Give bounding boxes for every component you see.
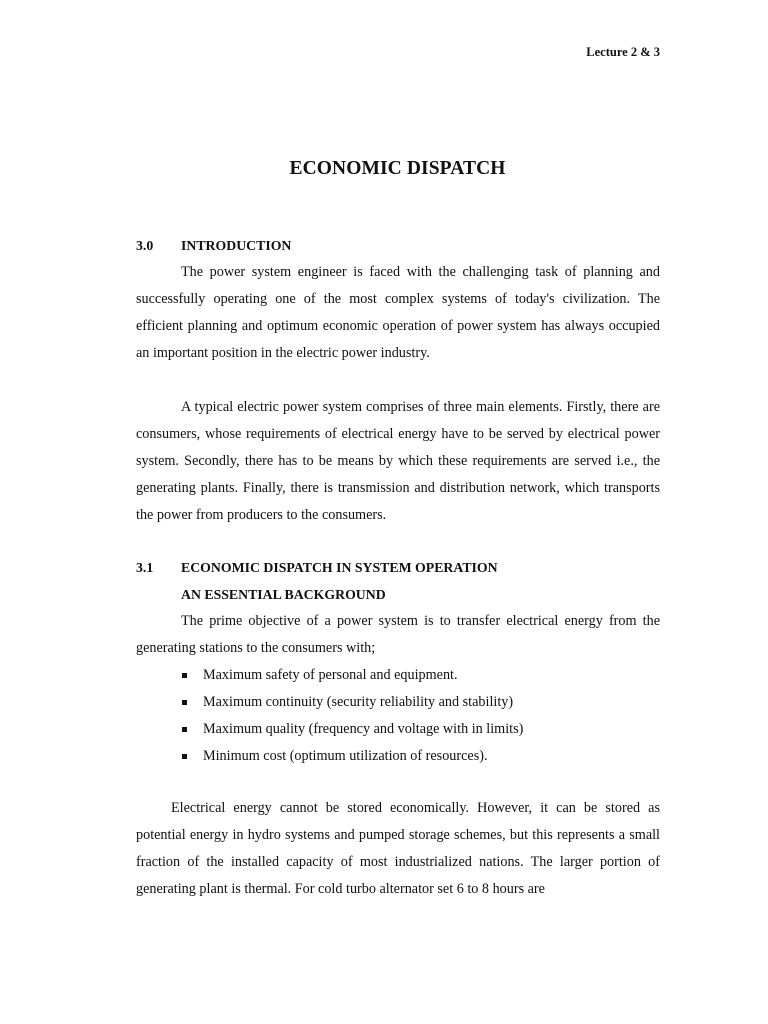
list-item: Maximum quality (frequency and voltage with in limits) xyxy=(181,716,660,743)
storage-paragraph-block xyxy=(136,795,660,903)
list-item: Minimum cost (optimum utilization of resources). xyxy=(181,743,660,770)
lecture-header: Lecture 2 & 3 xyxy=(586,45,660,59)
list-item: Maximum continuity (security reliability and stability) xyxy=(181,689,660,716)
intro-paragraph-2-block xyxy=(136,394,660,529)
section-introduction xyxy=(136,232,660,367)
section-heading xyxy=(136,554,660,581)
section-subheading: AN ESSENTIAL BACKGROUND xyxy=(181,587,386,602)
section-heading xyxy=(136,232,660,259)
storage-paragraph: Electrical energy cannot be stored economically. However, it can be stored as potential energy in hydro systems and pumped storage schemes, but this represents a small fraction of the installed capacity of most industrialized nations. The larger portion of generating plant is thermal. For cold turbo alternator set 6 to 8 hours are xyxy=(136,800,660,897)
section-title: INTRODUCTION xyxy=(181,238,292,253)
list-item: Maximum safety of personal and equipment. xyxy=(181,662,660,689)
document-title: ECONOMIC DISPATCH xyxy=(289,158,506,179)
section-economic-dispatch xyxy=(136,554,660,770)
section-number: 3.0 xyxy=(136,238,154,253)
objective-list xyxy=(136,662,660,770)
objective-paragraph: The prime objective of a power system is to transfer electrical energy from the generating stations to the consumers with; xyxy=(136,613,660,656)
section-number: 3.1 xyxy=(136,560,154,575)
section-title: ECONOMIC DISPATCH IN SYSTEM OPERATION xyxy=(181,560,498,575)
intro-paragraph-2: A typical electric power system comprises of three main elements. Firstly, there are consumers, whose requirements of electrical energy have to be served by electrical power system. Secondly, there has to be means by which these requirements are served i.e., the generating plants. Finally, there is transmission and distribution network, which transports the power from producers to the consumers. xyxy=(136,399,660,523)
intro-paragraph-1: The power system engineer is faced with the challenging task of planning and successfully operating one of the most complex systems of today's civilization. The efficient planning and optimum economic operation of power system has always occupied an important position in the electric power industry. xyxy=(136,264,660,361)
